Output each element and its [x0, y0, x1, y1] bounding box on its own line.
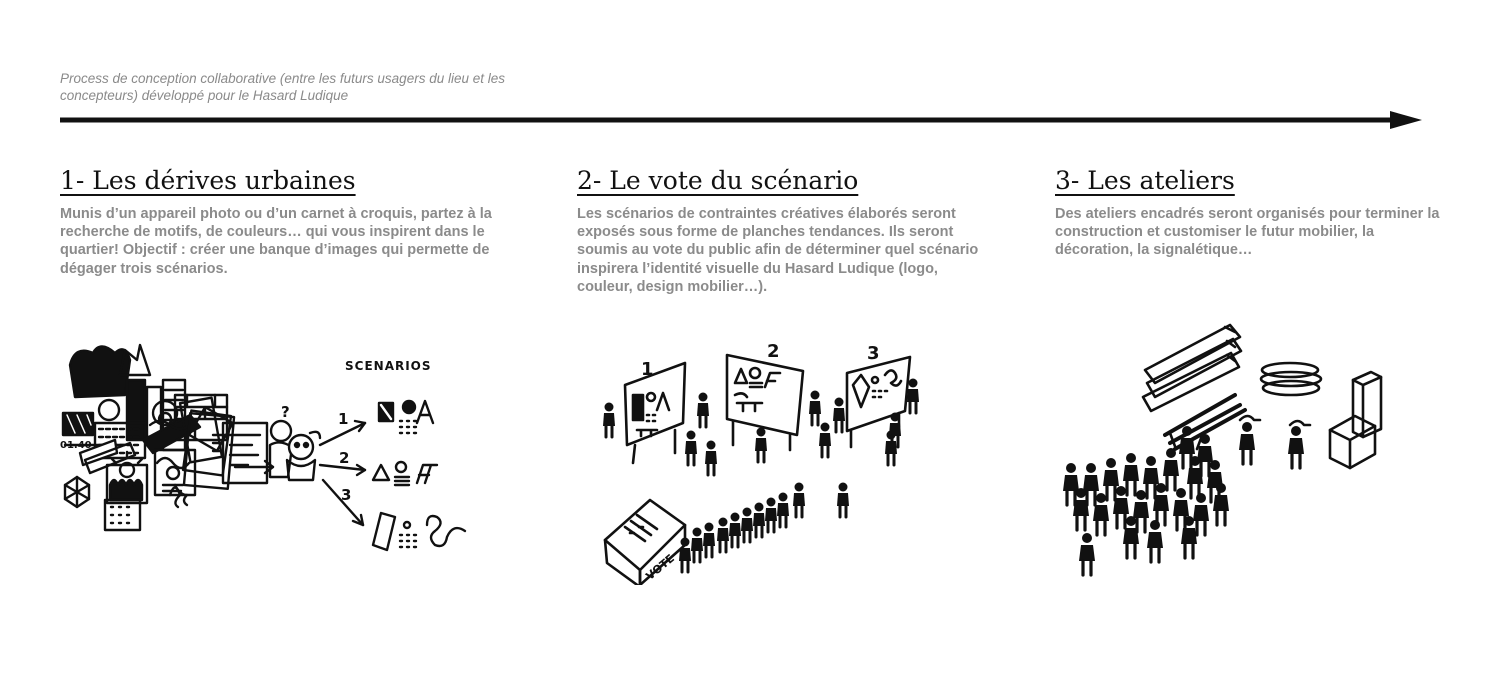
date-label: 01.40	[60, 440, 92, 451]
board-number-two: 2	[767, 341, 780, 362]
step-title: 2- Le vote du scénario	[577, 166, 859, 195]
ballot-box-label: VOTE	[643, 551, 677, 583]
step-description: Les scénarios de contraintes créatives élaborés seront exposés sous forme de planches tendances. Ils seront soumis au vote du public afin de déterminer quel scénario inspirera l’identité visuelle du Hasard Ludique (logo, couleur, design mobilier…).	[577, 206, 979, 295]
timeline-arrow	[60, 108, 1425, 134]
scenarios-label: SCENARIOS	[345, 359, 432, 373]
step-description: Munis d’un appareil photo ou d’un carnet à croquis, partez à la recherche de motifs, de couleurs… qui vous inspirent dans le quartier! Objectif : créer une banque d’images qui permette de dégager trois scénarios.	[60, 206, 492, 277]
number-one-label: 1	[338, 410, 349, 428]
number-three-label: 3	[341, 486, 352, 504]
step-derives-urbaines	[60, 166, 500, 278]
intro-caption: Process de conception collaborative (entre les futurs usagers du lieu et les concepteurs) développé pour le Hasard Ludique	[60, 71, 505, 103]
question-mark-label: ?	[281, 403, 290, 421]
illustration-vote-scenario	[595, 335, 925, 585]
illustration-ateliers	[1055, 315, 1395, 580]
step-title: 3- Les ateliers	[1055, 166, 1235, 195]
illustration-derives-urbaines	[55, 335, 475, 565]
step-title: 1- Les dérives urbaines	[60, 166, 356, 195]
step-vote-scenario	[577, 166, 997, 296]
board-number-three: 3	[867, 343, 880, 364]
step-ateliers	[1055, 166, 1455, 260]
number-two-label: 2	[339, 449, 350, 467]
board-number-one: 1	[641, 359, 654, 380]
step-description: Des ateliers encadrés seront organisés pour terminer la construction et customiser le futur mobilier, la décoration, la signalétique…	[1055, 206, 1440, 259]
